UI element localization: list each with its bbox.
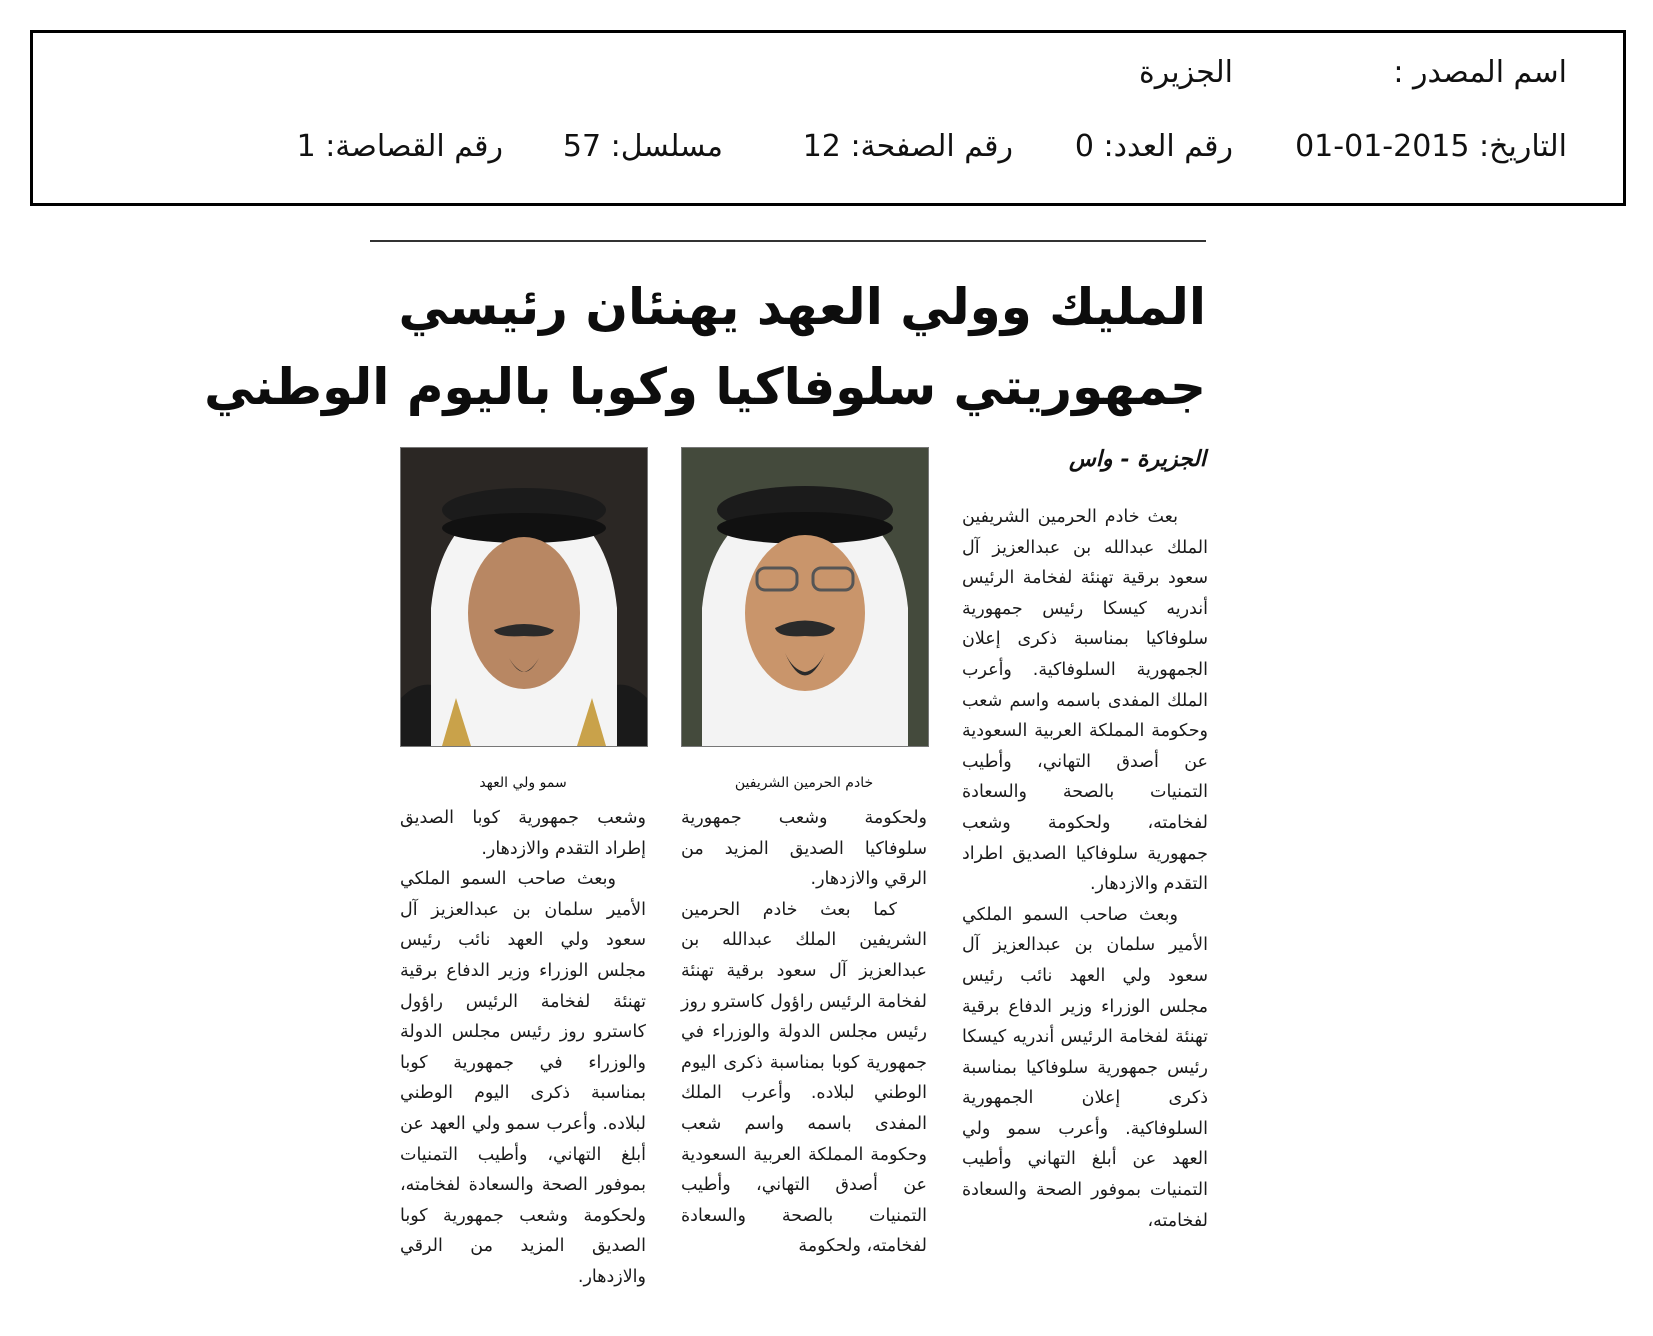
page-field: رقم الصفحة: 12 [802,129,1013,164]
article-column-1 [962,502,1208,1236]
date-field: التاريخ: 2015-01-01 [1295,129,1567,164]
paragraph: وبعث صاحب السمو الملكي الأمير سلمان بن عبدالعزيز آل سعود ولي العهد نائب رئيس مجلس الوزراء وزير الدفاع برقية تهنئة لفخامة الرئيس راؤول كاسترو روز رئيس مجلس الدولة والوزراء في جمهورية كوبا بمناسبة ذكرى اليوم الوطني لبلاده. وأعرب سمو ولي العهد عن أبلغ التهاني، وأطيب التمنيات بموفور الصحة والسعادة لفخامته، ولحكومة وشعب جمهورية كوبا الصديق المزيد من الرقي والازدهار. [400,869,646,1287]
headline-line-2: جمهوريتي سلوفاكيا وكوبا باليوم الوطني [204,358,1206,416]
paragraph: وشعب جمهورية كوبا الصديق إطراد التقدم والازدهار. [400,808,646,859]
headline-line-1: المليك وولي العهد يهنئان رئيسي [398,278,1206,336]
source-label: اسم المصدر : [1393,55,1567,90]
paragraph: بعث خادم الحرمين الشريفين الملك عبدالله بن عبدالعزيز آل سعود برقية تهنئة لفخامة الرئيس أندريه كيسكا رئيس جمهورية سلوفاكيا بمناسبة ذكرى إعلان الجمهورية السلوفاكية. وأعرب الملك المفدى باسمه واسم شعب وحكومة المملكة العربية السعودية عن أصدق التهاني، وأطيب التمنيات بالصحة والسعادة لفخامته، ولحكومة وشعب جمهورية سلوفاكيا الصديق اطراد التقدم والازدهار. [962,507,1208,895]
king-portrait-image [682,448,928,746]
king-portrait-photo [681,447,929,747]
paragraph: وبعث صاحب السمو الملكي الأمير سلمان بن عبدالعزيز آل سعود ولي العهد نائب رئيس مجلس الوزراء وزير الدفاع برقية تهنئة لفخامة الرئيس أندريه كيسكا رئيس جمهورية سلوفاكيا بمناسبة ذكرى إعلان الجمهورية السلوفاكية. وأعرب سمو ولي العهد عن أبلغ التهاني وأطيب التمنيات بموفور الصحة والسعادة لفخامته، [962,904,1208,1231]
serial-field: مسلسل: 57 [562,129,723,164]
byline: الجزيرة - واس [1069,446,1206,472]
paragraph: ولحكومة وشعب جمهورية سلوفاكيا الصديق المزيد من الرقي والازدهار. [681,808,927,890]
top-divider [370,240,1206,242]
crown-prince-portrait-photo [400,447,648,747]
source-metadata-box [30,30,1626,206]
article-column-2 [681,803,927,1262]
article-column-3 [400,803,646,1293]
clip-field: رقم القصاصة: 1 [296,129,503,164]
source-value: الجزيرة [1138,55,1233,90]
paragraph: كما بعث خادم الحرمين الشريفين الملك عبدالله بن عبدالعزيز آل سعود برقية تهنئة لفخامة الرئيس راؤول كاسترو روز رئيس مجلس الدولة والوزراء في جمهورية كوبا بمناسبة ذكرى اليوم الوطني لبلاده. وأعرب الملك المفدى باسمه واسم شعب وحكومة المملكة العربية السعودية عن أصدق التهاني، وأطيب التمنيات بالصحة والسعادة لفخامته، ولحكومة [681,899,927,1257]
prince-photo-caption: سمو ولي العهد [479,775,567,791]
king-photo-caption: خادم الحرمين الشريفين [734,775,874,791]
crown-prince-portrait-image [401,448,647,746]
issue-field: رقم العدد: 0 [1074,129,1233,164]
